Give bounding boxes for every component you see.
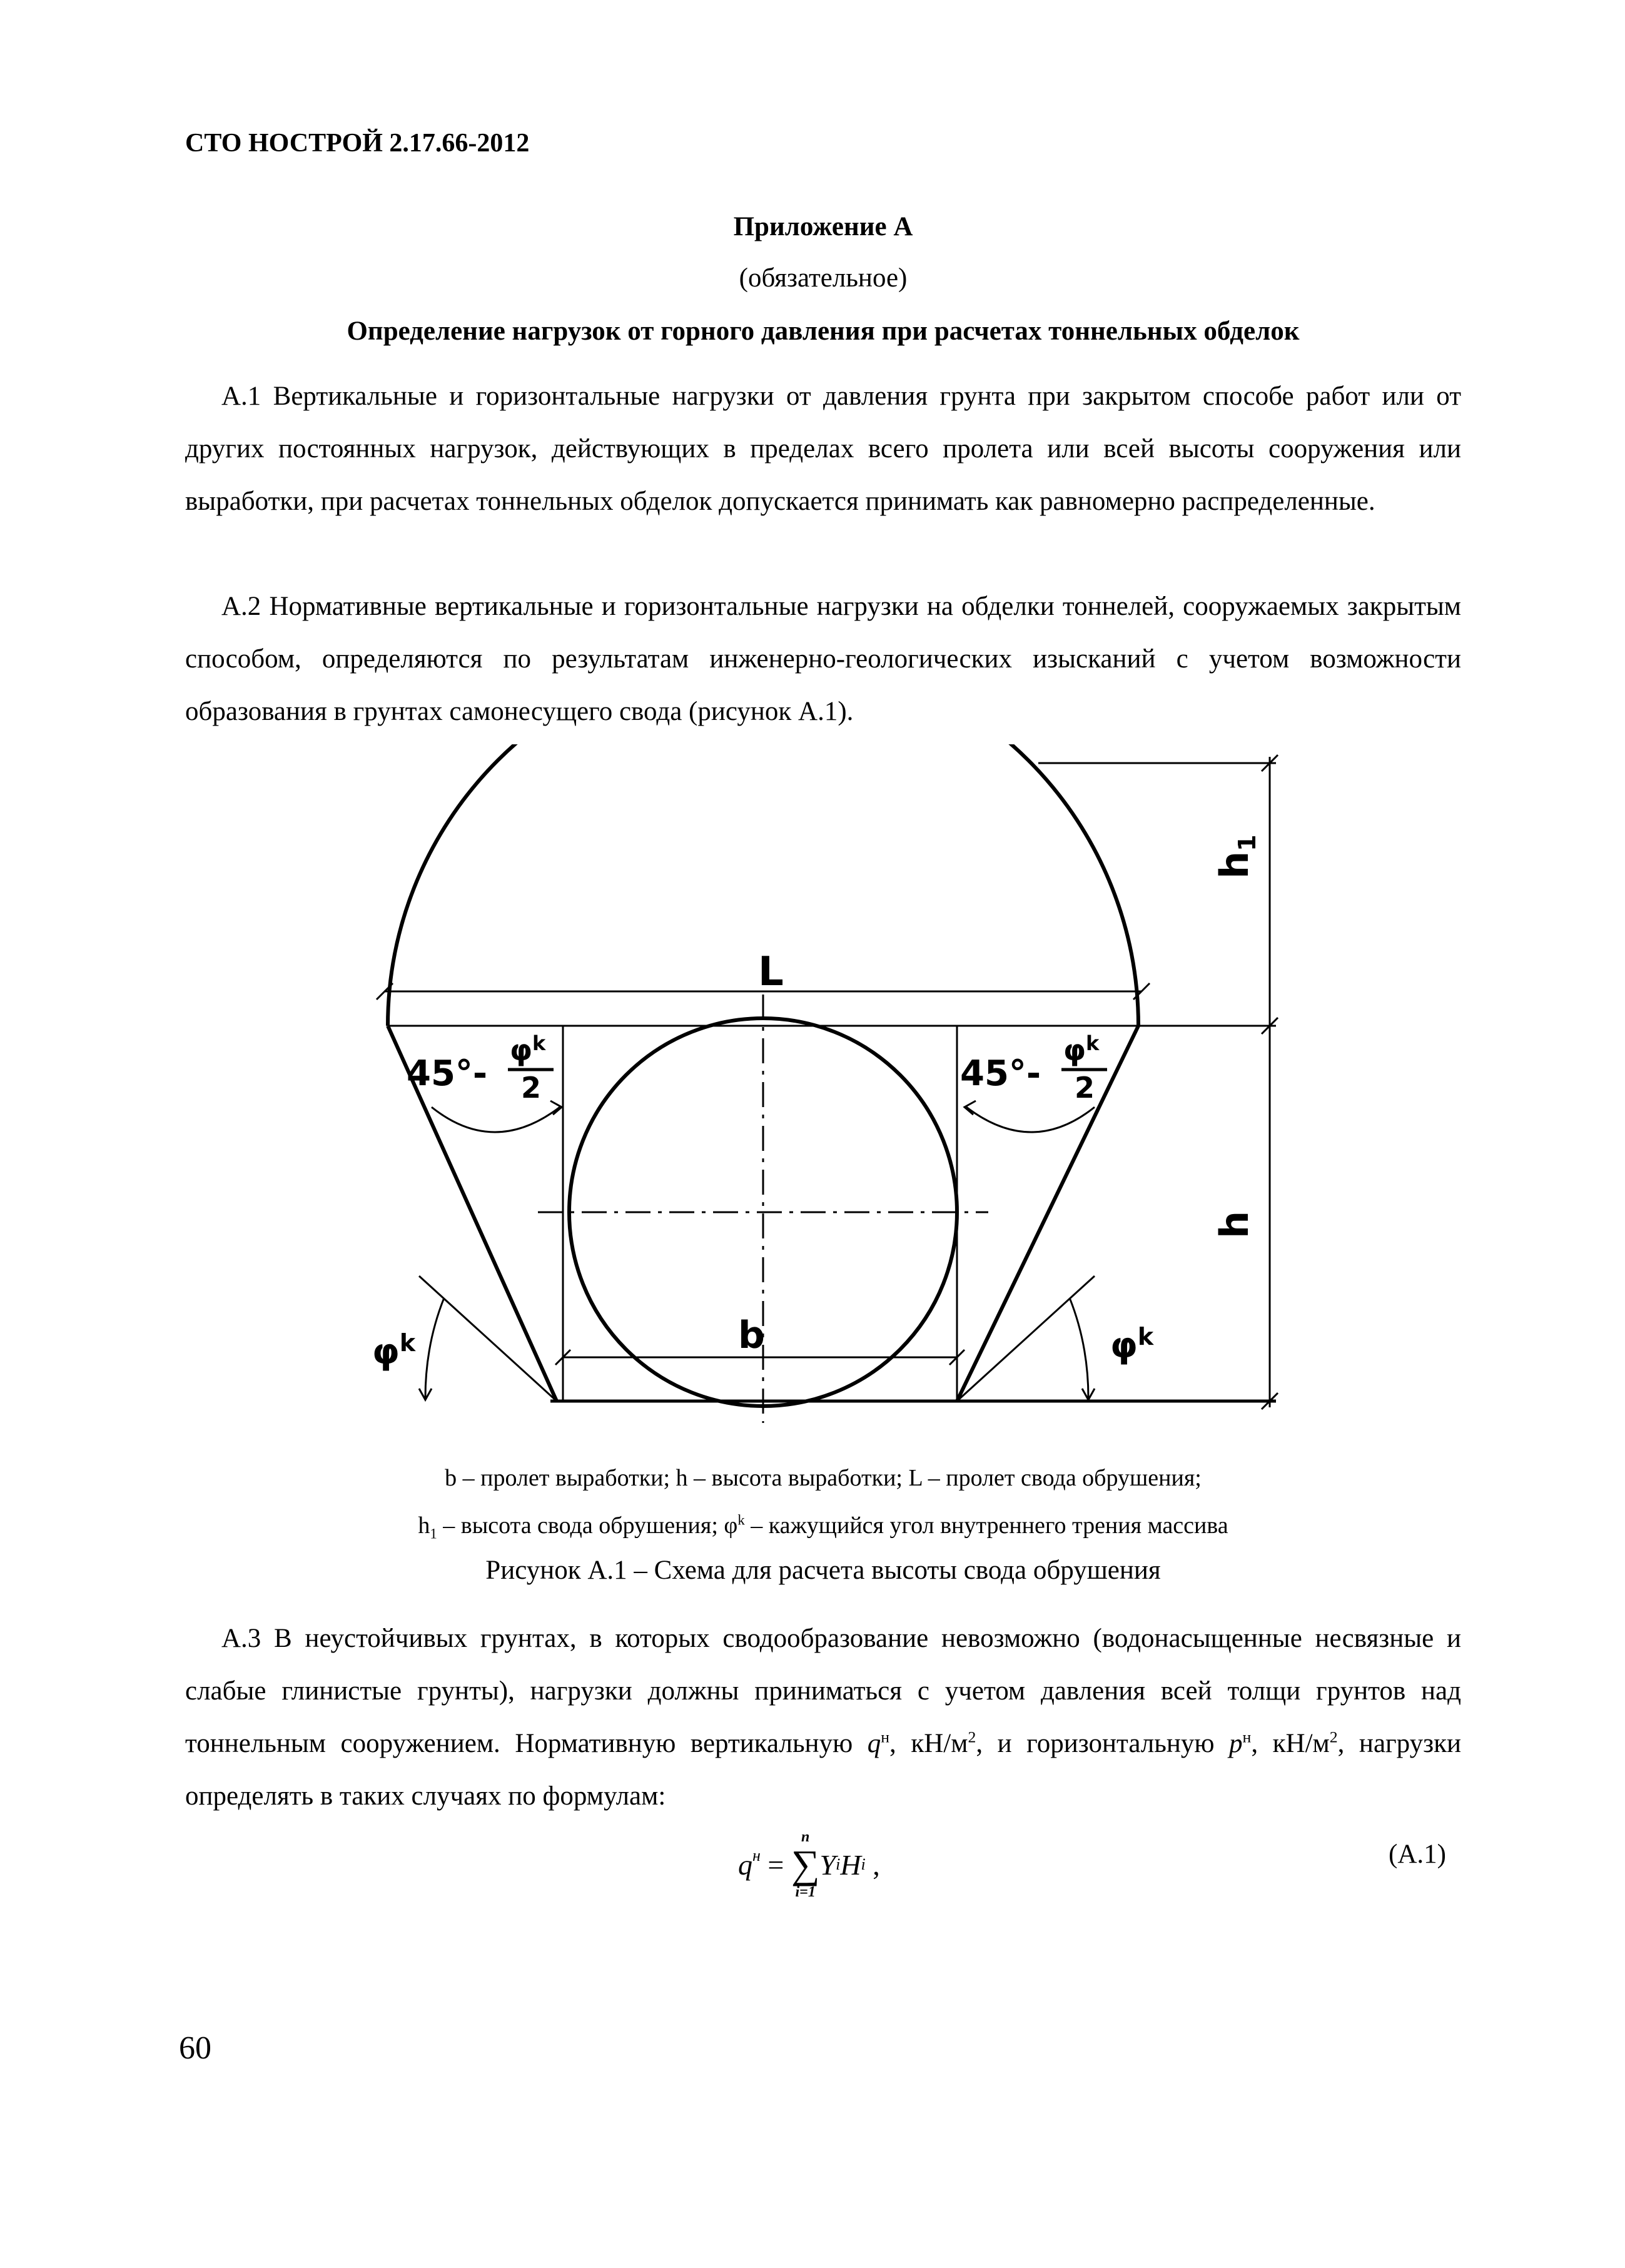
label-L: L [758, 949, 784, 995]
phi-line-left [419, 1276, 557, 1401]
document-header: СТО НОСТРОЙ 2.17.66-2012 [185, 129, 530, 158]
figure-a1-diagram [338, 744, 1314, 1457]
caption-line-2: $h_1$ – высота свода обрушения; $\varphi^k$ – кажущийся угол внутреннего трения массива [418, 1512, 1228, 1542]
formula-a1: q $^н$ = n ∑ i=1 Y i H i , [738, 1829, 880, 1900]
phi-label-left: $\varphi^k$ [372, 1329, 416, 1372]
label-h1: h1 [1212, 834, 1261, 879]
sum-symbol: n ∑ i=1 [791, 1829, 820, 1900]
paragraph-a2: А.2 Нормативные вертикальные и горизонтальные нагрузки на обделки тоннелей, сооружаемых закрытым способом, определяются по результатам инженерно-геологических изысканий с учетом возможности образования в грунтах самонесущего свода (рисунок А.1). [185, 592, 1461, 726]
angle-label-left [407, 1031, 554, 1105]
angle-arc-right [966, 1107, 1095, 1132]
svg-text:45°-: 45°- [960, 1053, 1041, 1094]
appendix-heading: Определение нагрузок от горного давления при расчетах тоннельных обделок [347, 316, 1300, 346]
svg-text:45°-: 45°- [407, 1053, 488, 1094]
svg-text:2: 2 [1075, 1071, 1095, 1105]
page-number: 60 [179, 2030, 211, 2066]
svg-text:2: 2 [521, 1071, 542, 1105]
figure-title: Рисунок А.1 – Схема для расчета высоты свода обрушения [485, 1556, 1161, 1585]
phi-line-right [957, 1276, 1095, 1401]
svg-text:φk: $\varphi^k$ [1063, 1031, 1100, 1067]
figure-caption [185, 1454, 1461, 1549]
paragraph-a1: А.1 Вертикальные и горизонтальные нагрузки от давления грунта при закрытом способе работ или от других постоянных нагрузок, действующих в пределах всего пролета или всей высоты сооружения или выработки, при расчетах тоннельных обделок допускается принимать как равномерно распределенные. [185, 382, 1461, 516]
phi-label-right: $\varphi^k$ [1110, 1323, 1154, 1366]
label-h: h [1212, 1210, 1257, 1238]
paragraph-a3: А.3 В неустойчивых грунтах, в которых сводообразование невозможно (водонасыщенные несвязные и слабые глинистые грунты), нагрузки должны приниматься с учетом давления всей толщи грунтов над тоннельным сооружением. Нормативную вертикальную $q^н$, $кН/м^2$, и горизонтальную $p^н$, $кН/м^2$, нагрузки определять в таких случаях по формулам: [185, 1624, 1461, 1811]
angle-arc-left [432, 1107, 560, 1132]
appendix-status: (обязательное) [739, 263, 908, 293]
svg-text:φk: $\varphi^k$ [510, 1031, 546, 1067]
angle-label-right [960, 1031, 1107, 1105]
label-b: b [738, 1314, 765, 1357]
phi-arc-left [425, 1298, 444, 1398]
appendix-title: Приложение А [733, 212, 913, 241]
caption-line-1: b – пролет выработки; h – высота выработки; L – пролет свода обрушения; [445, 1465, 1202, 1491]
phi-arc-right [1070, 1298, 1088, 1398]
formula-number: (А.1) [1389, 1840, 1446, 1869]
